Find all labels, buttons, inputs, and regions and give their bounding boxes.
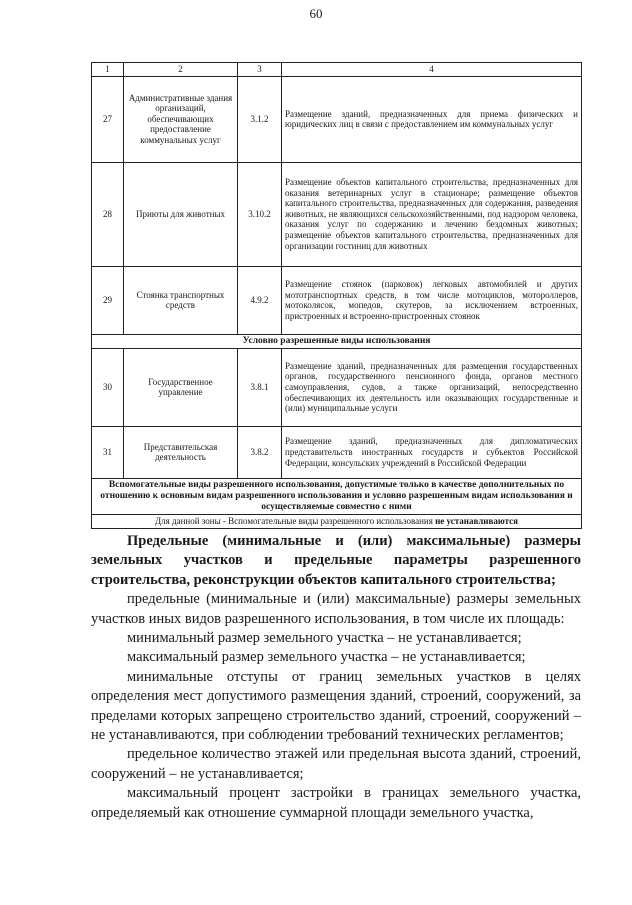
use-code: 3.10.2: [238, 162, 282, 266]
land-use-table: [91, 62, 582, 529]
note-prefix: Для данной зоны - Вспомогательные виды разрешенного использования: [155, 516, 433, 527]
header-col-4: 4: [282, 63, 582, 77]
table-row: [92, 162, 582, 266]
use-name: Представительская деятельность: [124, 426, 238, 478]
body-text: [91, 532, 581, 823]
section-row-auxiliary: [92, 478, 582, 515]
use-code: 3.8.1: [238, 348, 282, 426]
use-code: 3.1.2: [238, 76, 282, 162]
table-header-row: [92, 63, 582, 77]
use-description: Размещение зданий, предназначенных для дипломатических представительств иностранных государств и субъектов Российской Федерации, консульских учреждений в Российской Федерации: [282, 426, 582, 478]
use-description: Размещение зданий, предназначенных для приема физических и юридических лиц в связи с предоставлением им коммунальных услуг: [282, 76, 582, 162]
header-col-1: 1: [92, 63, 124, 77]
section-row-conditional: [92, 334, 582, 348]
use-description: Размещение зданий, предназначенных для размещения государственных органов, государственного пенсионного фонда, органов местного самоуправления, судов, а также организаций, непосредственно обеспечивающих их деятельность или оказывающих государственные и (или) муниципальные услуги: [282, 348, 582, 426]
paragraph: предельное количество этажей или предельная высота зданий, строений, сооружений – не устанавливается;: [91, 746, 581, 782]
use-name: Приюты для животных: [124, 162, 238, 266]
paragraph: минимальный размер земельного участка – не устанавливается;: [127, 630, 522, 647]
note-bold: не устанавливаются: [435, 516, 518, 527]
use-name: Стоянка транспортных средств: [124, 266, 238, 334]
row-number: 31: [92, 426, 124, 478]
table-row: [92, 266, 582, 334]
page-number: 60: [309, 6, 323, 21]
use-code: 3.8.2: [238, 426, 282, 478]
row-number: 29: [92, 266, 124, 334]
zone-note: [92, 515, 582, 529]
section-title-auxiliary: Вспомогательные виды разрешенного использования, допустимые только в качестве дополнительных по отношению к основным видам разрешенного использования и условно разрешенным видам использования и осуществляемые совместно с ними: [92, 478, 582, 515]
section-heading: Предельные (минимальные и (или) максимальные) размеры земельных участков и предельные параметры разрешенного строительства, реконструкции объектов капитального строительства;: [91, 533, 581, 588]
row-number: 28: [92, 162, 124, 266]
section-title-conditional: Условно разрешенные виды использования: [92, 334, 582, 348]
table-row: [92, 348, 582, 426]
row-number: 27: [92, 76, 124, 162]
paragraph: максимальный размер земельного участка – не устанавливается;: [127, 649, 526, 666]
use-code: 4.9.2: [238, 266, 282, 334]
use-name: Государственное управление: [124, 348, 238, 426]
header-col-2: 2: [124, 63, 238, 77]
paragraph: максимальный процент застройки в границах земельного участка, определяемый как отношение суммарной площади земельного участка,: [91, 785, 581, 821]
paragraph: минимальные отступы от границ земельных участков в целях определения мест допустимого размещения зданий, строений, сооружений, за пределами которых запрещено строительство зданий, строений, сооружений – не устанавливаются, при соблюдении требований технических регламентов;: [91, 668, 581, 744]
note-row: [92, 515, 582, 529]
use-name: Административные здания организаций, обеспечивающих предоставление коммунальных услуг: [124, 76, 238, 162]
paragraph: предельные (минимальные и (или) максимальные) размеры земельных участков иных видов разрешенного использования, в том числе их площадь:: [91, 591, 581, 627]
use-description: Размещение объектов капитального строительства, предназначенных для оказания ветеринарных услуг в стационаре; размещение объектов капитального строительства, предназначенных для содержания, разведения животных, не являющихся сельскохозяйственными, под надзором человека, оказания услуг по содержанию и лечению бездомных животных; размещение объектов капитального строительства, предназначенных для организации гостиниц для животных: [282, 162, 582, 266]
row-number: 30: [92, 348, 124, 426]
table-row: [92, 76, 582, 162]
table-row: [92, 426, 582, 478]
use-description: Размещение стоянок (парковок) легковых автомобилей и других мототранспортных средств, в том числе мотоциклов, мотороллеров, мотоколясок, мопедов, скутеров, за исключением встроенных, пристроенных и встроенно-пристроенных стоянок: [282, 266, 582, 334]
header-col-3: 3: [238, 63, 282, 77]
